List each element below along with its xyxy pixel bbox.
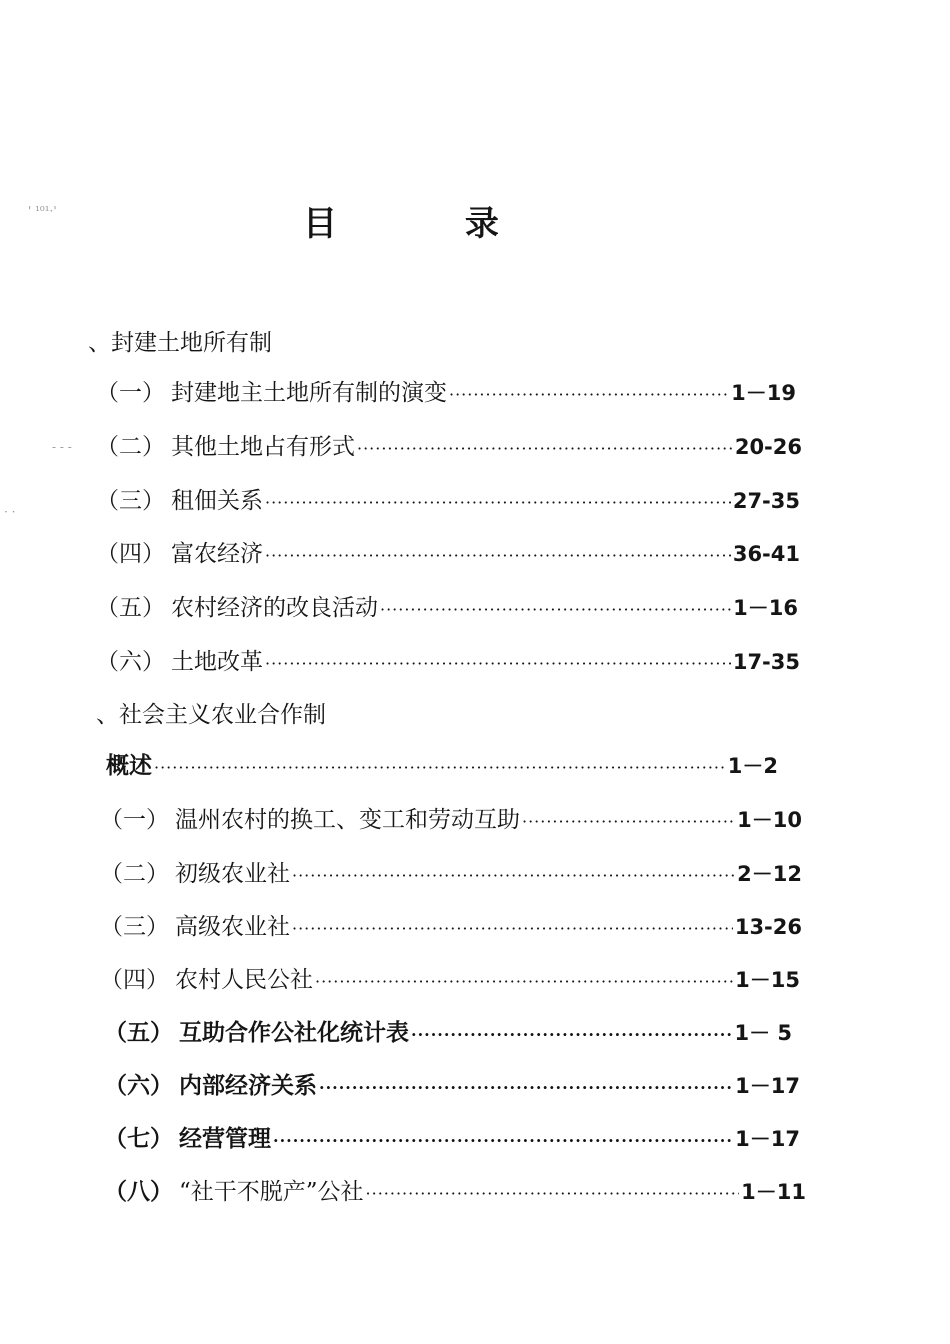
- toc-entry-pages: 1－11: [741, 1180, 806, 1204]
- margin-mark: ' ¹⁰¹·': [28, 204, 57, 218]
- toc-entry[interactable]: [100, 855, 802, 888]
- toc-entry-label: “社干不脱产”公社: [179, 1179, 364, 1205]
- dot-leader: [292, 866, 735, 885]
- toc-entry-number: （五）: [104, 1019, 173, 1046]
- dot-leader: [380, 600, 731, 619]
- dot-leader: [265, 654, 731, 673]
- toc-entry-label: 其他土地占有形式: [171, 434, 355, 460]
- toc-entry[interactable]: [100, 961, 800, 994]
- toc-entry-number: （七）: [104, 1125, 173, 1152]
- toc-entry-number: （二）: [96, 434, 165, 460]
- dot-leader: [292, 919, 733, 938]
- toc-entry-pages: 1－10: [737, 808, 802, 832]
- toc-entry[interactable]: [104, 1014, 792, 1047]
- toc-entry-pages: 17-35: [732, 650, 800, 674]
- toc-entry-number: （一）: [100, 807, 169, 833]
- toc-entry-label: 富农经济: [171, 541, 263, 567]
- dot-leader: [411, 1025, 732, 1044]
- toc-entry[interactable]: [100, 801, 802, 834]
- toc-entry-number: （五）: [96, 595, 165, 621]
- toc-entry-number: （二）: [100, 861, 169, 887]
- toc-entry-pages: 1－17: [735, 1074, 800, 1098]
- margin-mark: - - -: [52, 440, 72, 454]
- dot-leader: [449, 385, 729, 404]
- dot-leader: [357, 439, 733, 458]
- toc-entry-label: 温州农村的换工、变工和劳动互助: [175, 807, 520, 833]
- toc-entry[interactable]: [96, 535, 800, 568]
- section-heading-feudal-land: 、封建土地所有制: [88, 330, 272, 356]
- toc-entry-label: 互助合作公社化统计表: [179, 1019, 409, 1046]
- dot-leader: [315, 972, 733, 991]
- toc-entry[interactable]: [96, 482, 800, 515]
- toc-entry-pages: 27-35: [732, 489, 800, 513]
- dot-leader: [522, 812, 735, 831]
- toc-entry-label: 租佃关系: [171, 488, 263, 514]
- toc-entry-label: 土地改革: [171, 649, 263, 675]
- toc-entry-number: （四）: [100, 967, 169, 993]
- toc-entry-label: 农村人民公社: [175, 967, 313, 993]
- dot-leader: [273, 1131, 733, 1150]
- toc-entry[interactable]: [104, 1173, 806, 1206]
- toc-entry-pages: 1－15: [735, 968, 800, 992]
- toc-entry-number: （六）: [104, 1072, 173, 1099]
- toc-entry-label: 经营管理: [179, 1125, 271, 1152]
- page-title: 目 录: [303, 204, 557, 244]
- toc-entry-pages: 36-41: [732, 542, 800, 566]
- toc-entry[interactable]: [104, 1120, 800, 1153]
- section-heading-socialist-cooperation: 、社会主义农业合作制: [96, 702, 326, 728]
- toc-entry-number: （四）: [96, 541, 165, 567]
- dot-leader: [154, 758, 726, 777]
- toc-entry-label: 内部经济关系: [179, 1072, 317, 1099]
- toc-entry-label: 概述: [106, 752, 152, 779]
- toc-entry-number: （一）: [96, 380, 165, 406]
- toc-entry[interactable]: [96, 428, 802, 461]
- toc-entry-overview[interactable]: [106, 747, 778, 780]
- toc-entry-pages: 1－17: [735, 1127, 800, 1151]
- toc-entry-label: 农村经济的改良活动: [171, 595, 378, 621]
- toc-entry-pages: 1－16: [733, 596, 798, 620]
- toc-entry-number: （八）: [104, 1178, 173, 1205]
- toc-entry[interactable]: [100, 908, 802, 941]
- toc-entry-number: （三）: [96, 488, 165, 514]
- toc-entry-label: 封建地主土地所有制的演变: [171, 380, 447, 406]
- toc-entry-number: （三）: [100, 914, 169, 940]
- toc-entry-pages: 2－12: [737, 862, 802, 886]
- toc-entry[interactable]: [96, 643, 800, 676]
- toc-entry[interactable]: [96, 589, 798, 622]
- margin-mark: · ·: [4, 505, 16, 519]
- dot-leader: [265, 546, 731, 565]
- toc-entry-label: 初级农业社: [175, 861, 290, 887]
- toc-entry-pages: 1－ 5: [734, 1021, 792, 1045]
- dot-leader: [265, 493, 731, 512]
- toc-entry-pages: 1－2: [727, 754, 778, 778]
- dot-leader: [366, 1184, 740, 1203]
- toc-entry-pages: 1－19: [731, 381, 796, 405]
- toc-entry[interactable]: [104, 1067, 800, 1100]
- toc-entry-label: 高级农业社: [175, 914, 290, 940]
- toc-entry[interactable]: [96, 374, 796, 407]
- dot-leader: [319, 1078, 733, 1097]
- toc-entry-pages: 13-26: [734, 915, 802, 939]
- toc-entry-pages: 20-26: [734, 435, 802, 459]
- toc-entry-number: （六）: [96, 649, 165, 675]
